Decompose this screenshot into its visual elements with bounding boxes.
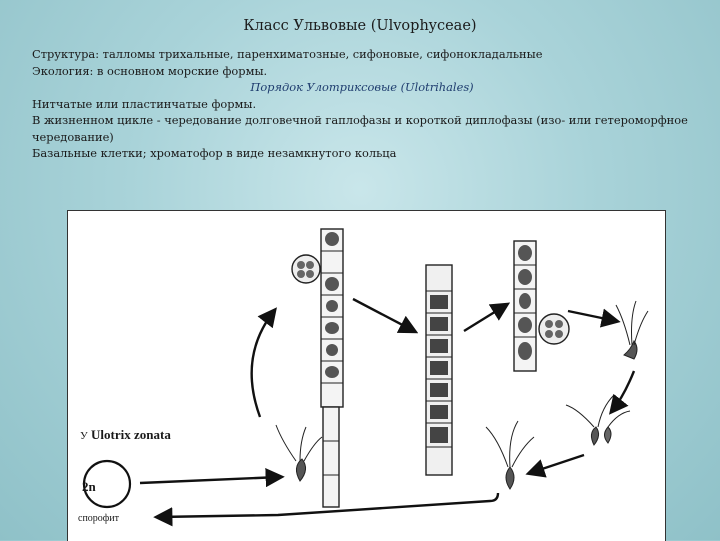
- zoospore-bottom-right: [566, 395, 630, 445]
- forms-line: Нитчатые или пластинчатые формы.: [32, 96, 257, 111]
- species-prefix: У: [80, 430, 88, 442]
- ploidy-label: 2n: [82, 479, 96, 494]
- slide-title: Класс Ульвовые (Ulvophyceae): [243, 18, 477, 34]
- structure-line: Структура: талломы трихальные, паренхиматозные, сифоновые, сифонокладальные: [32, 47, 543, 61]
- filament-right: [514, 241, 569, 371]
- basal-line: Базальные клетки; хроматофор в виде незамкнутого кольца: [32, 146, 397, 160]
- zoospore-bottom-center: [486, 421, 534, 489]
- species-name: Ulotrix zonata: [91, 427, 171, 442]
- life-cycle-drawing: [68, 211, 665, 541]
- life-cycle-figure: [67, 210, 666, 541]
- zygote-germinating: [276, 425, 322, 481]
- slide-body: [32, 46, 692, 162]
- species-label: [80, 427, 171, 443]
- sporophyte-label: спорофит: [78, 513, 119, 524]
- cycle-line: В жизненном цикле - чередование долговечной гаплофазы и короткой диплофазы (изо- или гетероморфное чередование): [32, 113, 688, 144]
- order-heading: Порядок Улотриксовые (Ulotrihales): [250, 80, 474, 94]
- filament-center: [426, 265, 452, 475]
- zoospore-top-right: [616, 301, 648, 359]
- ecology-line: Экология: в основном морские формы.: [32, 63, 268, 78]
